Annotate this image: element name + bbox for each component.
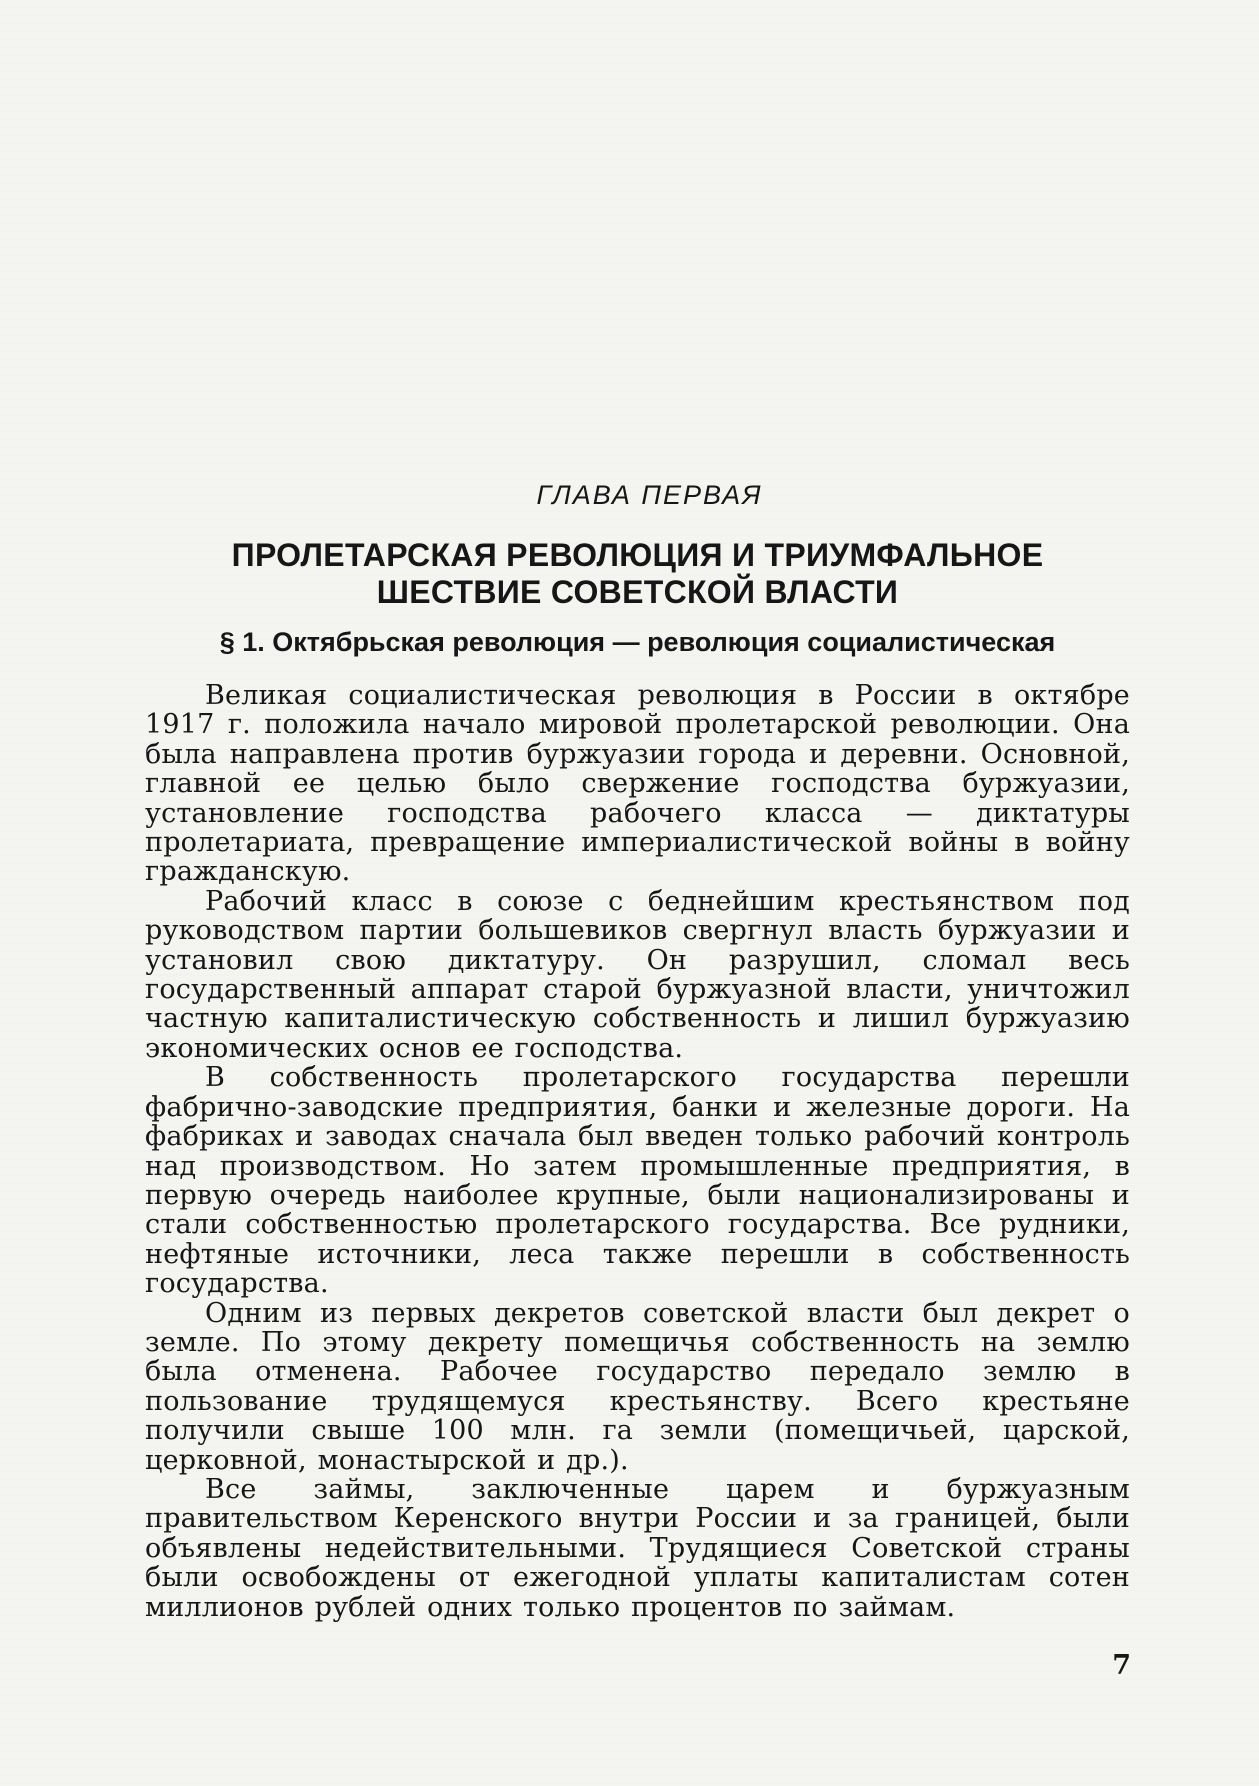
chapter-title: ПРОЛЕТАРСКАЯ РЕВОЛЮЦИЯ И ТРИУМФАЛЬНОЕ ШЕСТВИЕ СОВЕТСКОЙ ВЛАСТИ: [231, 537, 1044, 610]
body-text: [145, 681, 1130, 1622]
section-title: § 1. Октябрьская революция — революция социалистическая: [219, 627, 1056, 657]
paragraph: Одним из первых декретов советской власти был декрет о земле. По этому декрету помещичья собственность на землю была отменена. Рабочее государство передало землю в пользование трудящемуся крестьянству. Всего крестьяне получили свыше 100 млн. га земли (помещичьей, царской, церковной, монастырской и др.).: [145, 1297, 1130, 1476]
page-number: 7: [1112, 1650, 1131, 1681]
page-content: [145, 480, 1130, 1622]
paragraph: Великая социалистическая революция в России в октябре 1917 г. положила начало мировой пролетарской революции. Она была направлена против буржуазии города и деревни. Основной, главной ее целью было свержение господства буржуазии, установление господства рабочего класса — диктатуры пролетариата, превращение империалистической войны в войну гражданскую.: [145, 680, 1130, 888]
paragraph: Все займы, заключенные царем и буржуазным правительством Керенского внутри России и за границей, были объявлены недействительными. Трудящиеся Советской страны были освобождены от ежегодной уплаты капиталистам сотен миллионов рублей одних только процентов по займам.: [145, 1473, 1130, 1623]
chapter-label: ГЛАВА ПЕРВАЯ: [536, 480, 763, 510]
paragraph: В собственность пролетарского государства перешли фабрично-заводские предприятия, банки и железные дороги. На фабриках и заводах сначала был введен только рабочий контроль над производством. Но затем промышленные предприятия, в первую очередь наиболее крупные, были национализированы и стали собственностью пролетарского государства. Все рудники, нефтяные источники, леса также перешли в собственность государства.: [145, 1062, 1130, 1300]
paragraph: Рабочий класс в союзе с беднейшим крестьянством под руководством партии большевиков свергнул власть буржуазии и установил свою диктатуру. Он разрушил, сломал весь государственный аппарат старой буржуазной власти, уничтожил частную капиталистическую собственность и лишил буржуазию экономических основ ее господства.: [145, 885, 1130, 1064]
